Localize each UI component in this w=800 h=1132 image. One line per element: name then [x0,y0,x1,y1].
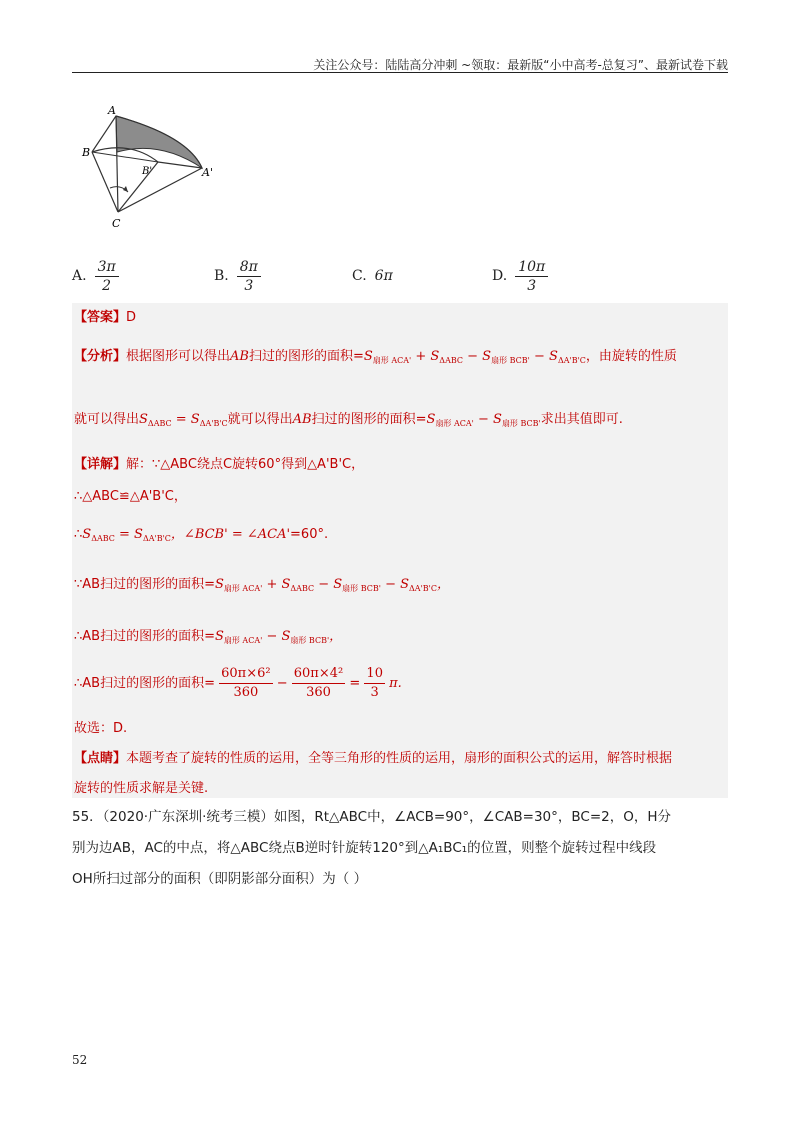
option-b[interactable]: B. $\frac{8\pi}{3}$ [214,256,261,296]
page-number: 52 [72,1053,88,1067]
analysis-line-1: 【分析】根据图形可以得出AB扫过的图形的面积$=S_{扇形 ACA'} + S_{\Delta ABC} - S_{扇形 BCB'} - S_{\Delta A'B'C}$，由旋转的性质 [74,349,677,365]
comment-line-2: 旋转的性质求解是关键. [74,781,209,796]
label-c: C [112,217,121,230]
option-d[interactable]: D. $\frac{10\pi}{3}$ [492,256,548,296]
segment-ab [92,116,116,152]
segment-bc [92,152,118,212]
detail-line-1: 【详解】解：∵△ABC绕点C旋转60°得到△A'B'C， [74,457,365,472]
comment-line-1: 【点睛】本题考查了旋转的性质的运用，全等三角形的性质的运用，扇形的面积公式的运用，解答时根据 [74,751,673,766]
shaded-region [116,116,202,168]
label-a: A [108,104,116,117]
choice-line: 故选：D. [74,721,128,736]
answer-options [72,256,728,296]
answer-line: 【答案】D [74,310,137,325]
detail-line-3: $\therefore S_{\Delta ABC} = S_{\Delta A'B'C}$，∠BCB' = ∠ACA'=60°. [74,527,329,543]
solution-block [72,303,728,798]
label-b: B [82,146,91,159]
problem-line-3: OH所扫过部分的面积（即阴影部分面积）为（ ） [72,871,368,887]
segment-b-b-prime [92,152,158,162]
detail-line-2: ∴△ABC≌△A'B'C， [74,489,187,504]
arrow-head-icon [123,186,128,192]
detail-line-6: ∴AB扫过的图形的面积= $\frac{\text{60π×6²}}{360}$ − $\frac{\text{60π×4²}}{360}$ = $\frac{10}{3}$ π. [74,666,402,700]
detail-line-5: ∴AB扫过的图形的面积$=S_{扇形 ACA'} - S_{扇形 BCB'}$， [74,629,343,645]
option-c[interactable]: C. 6π [352,268,393,284]
analysis-line-2: 就可以得出$S_{\Delta ABC} = S_{\Delta A'B'C}$就可以得出AB扫过的图形的面积$=S_{扇形 ACA'} - S_{扇形 BCB'}$求出其值即可. [74,412,623,428]
label-a-prime: A' [202,166,213,179]
page-header: 关注公众号：陆陆高分冲刺 ~领取：最新版“小中高考-总复习”、最新试卷下载 [313,58,728,72]
problem-line-1: 55．（2020·广东深圳·统考三模）如图，Rt△ABC中，∠ACB=90°，∠CAB=30°，BC=2，O，H分 [72,809,672,825]
detail-line-4: ∵AB扫过的图形的面积$=S_{扇形 ACA'} + S_{\Delta ABC} - S_{扇形 BCB'} - S_{\Delta A'B'C}$， [74,577,450,593]
header-rule [72,72,728,73]
problem-55 [72,802,728,892]
label-b-prime: B' [142,166,153,177]
segment-a-prime-c [118,168,202,212]
rotation-figure [80,100,240,235]
problem-line-2: 别为边AB，AC的中点，将△ABC绕点B逆时针旋转120°到△A₁BC₁的位置，则整个旋转过程中线段 [72,840,657,856]
option-a[interactable]: A. $\frac{3\pi}{2}$ [72,256,119,296]
